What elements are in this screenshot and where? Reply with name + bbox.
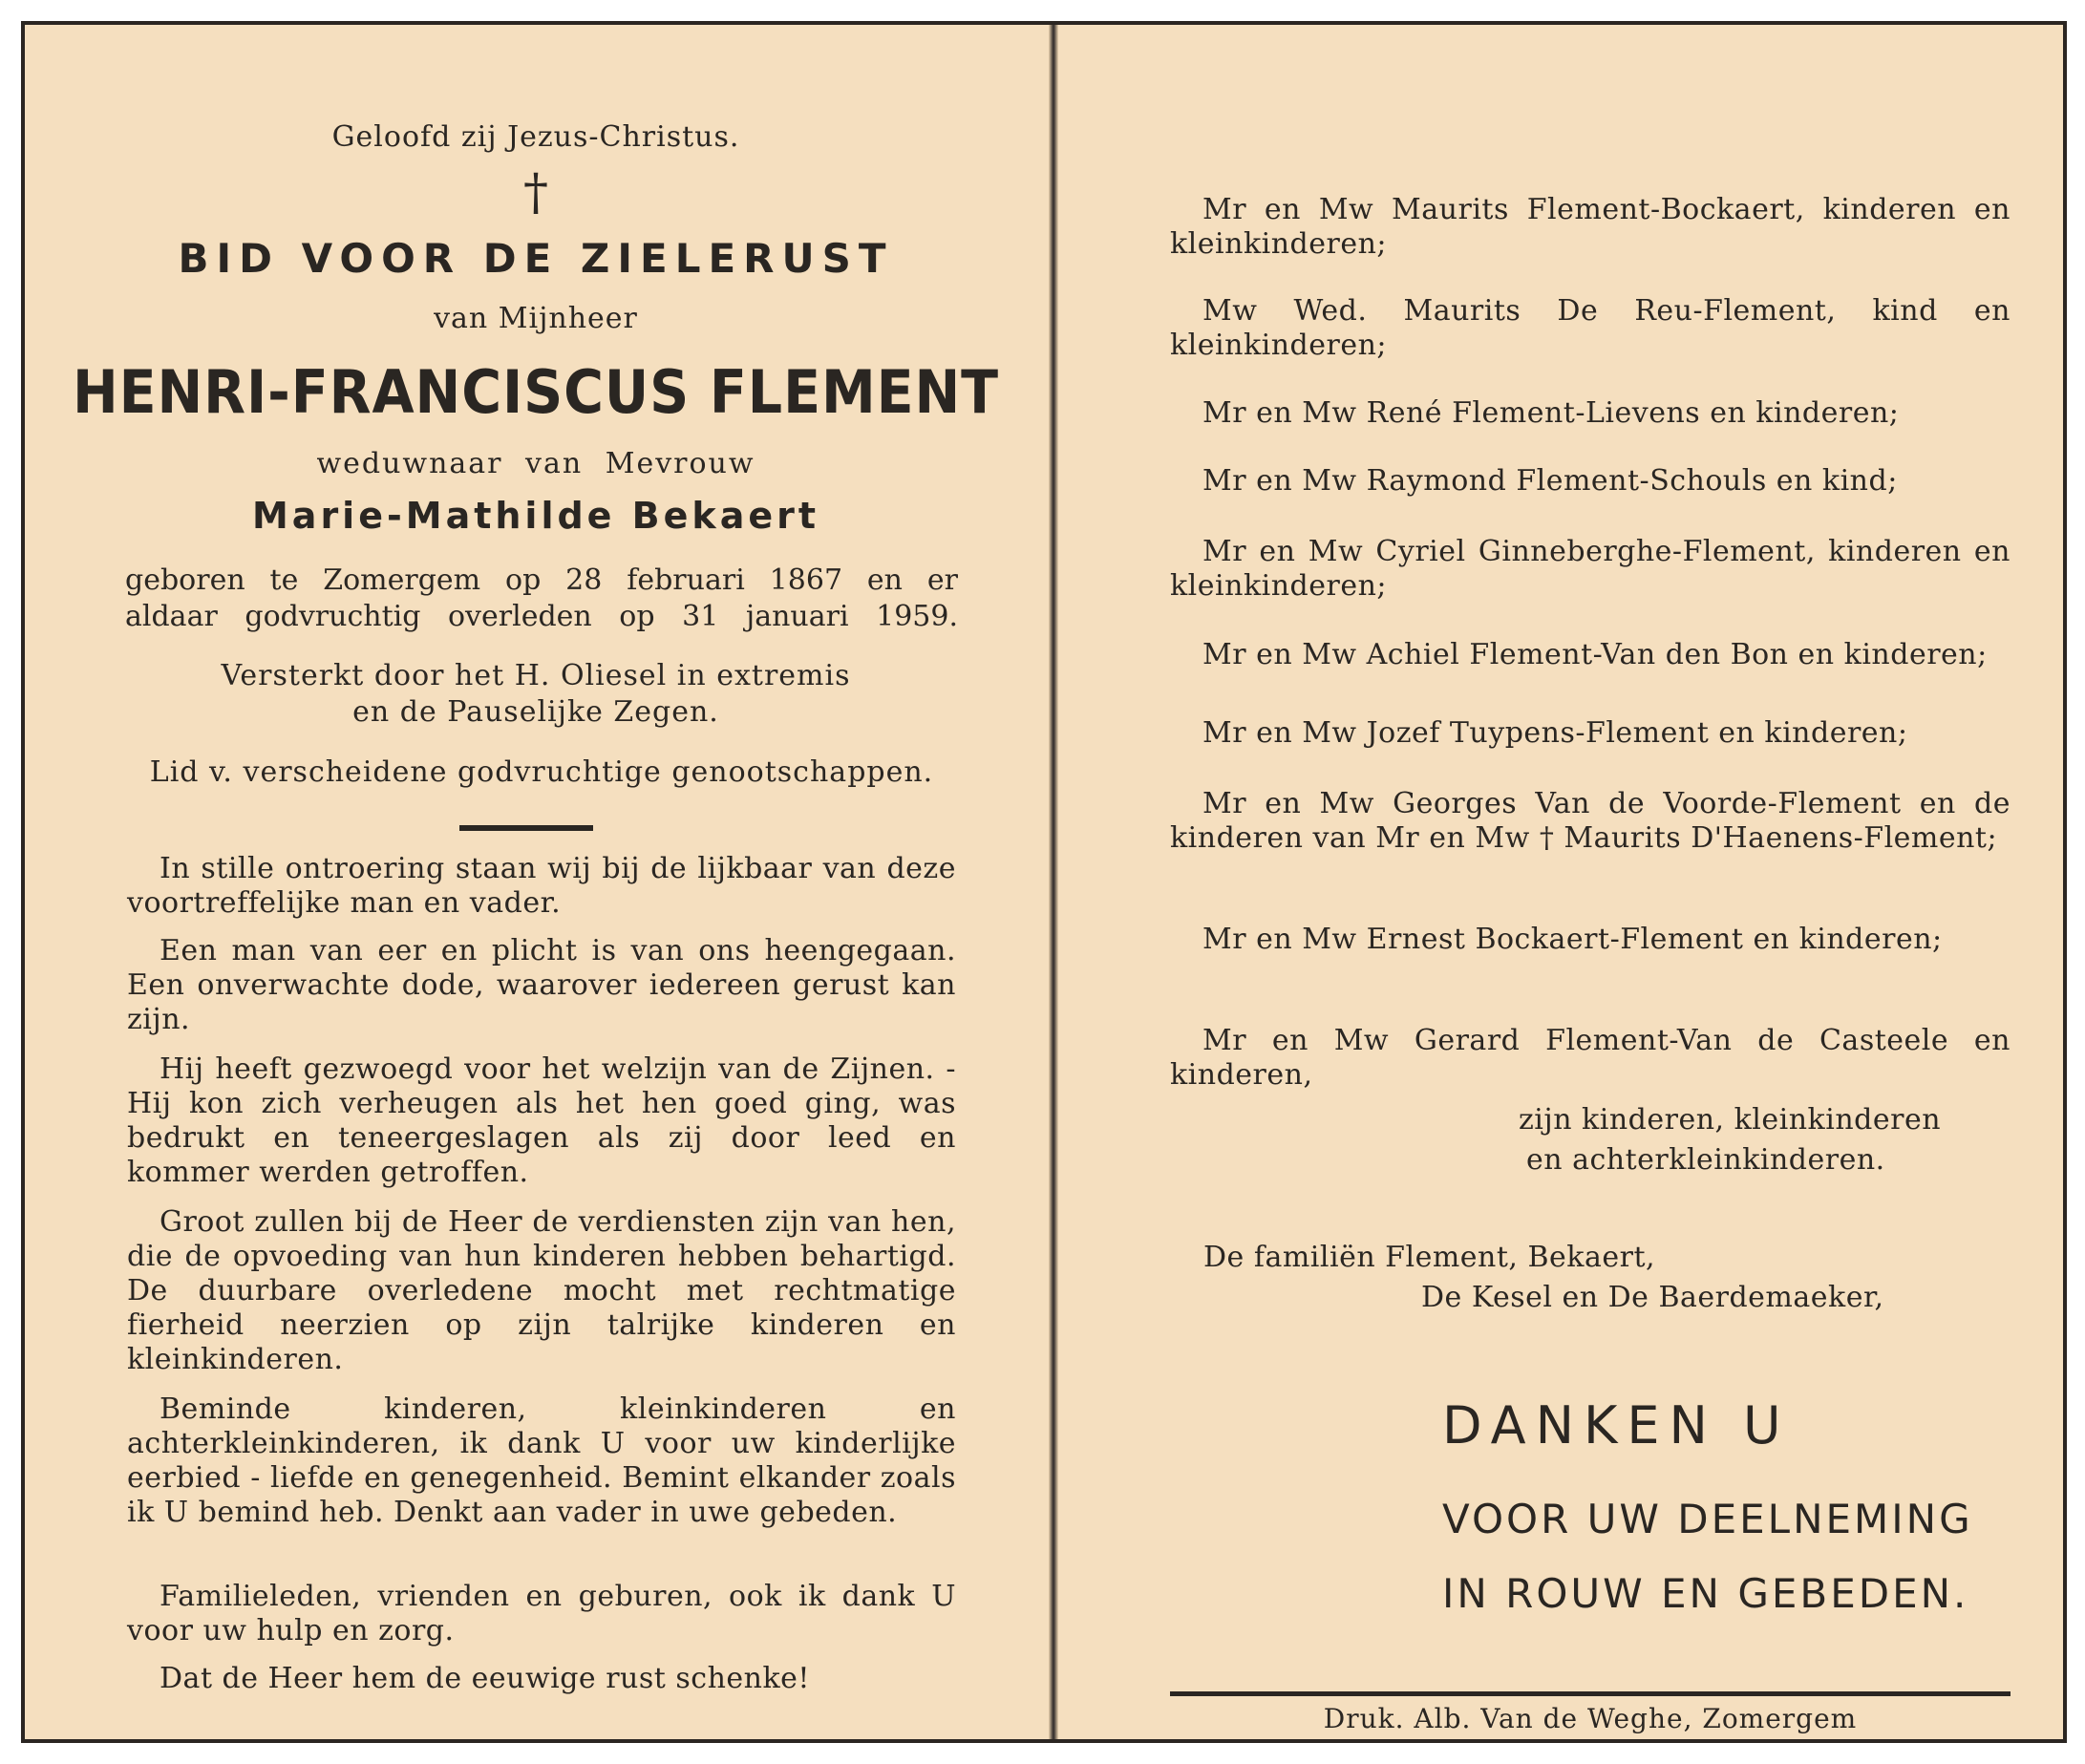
descendants-signoff [1519, 1100, 2011, 1180]
signoff-line-1: zijn kinderen, kleinkinderen [1519, 1103, 1942, 1137]
family-entry-text: Mr en Mw Achiel Flement-Van den Bon en kinderen; [1202, 638, 1988, 671]
paragraph-1 [127, 852, 956, 921]
praise-line: Geloofd zij Jezus-Christus. [331, 120, 740, 154]
family-entry-text: Mw Wed. Maurits De Reu-Flement, kind en kleinkinderen; [1170, 294, 2011, 362]
death-line: aldaar godvruchtig overleden op 31 januari 1959. [125, 600, 958, 633]
paragraph-text: Dat de Heer hem de eeuwige rust schenke! [160, 1662, 810, 1695]
family-entry-text: Mr en Mw Gerard Flement-Van de Casteele en kinderen, [1170, 1024, 2011, 1092]
family-entry [1170, 1024, 2011, 1093]
paragraph-text: Groot zullen bij de Heer de verdiensten zijn van hen, die de opvoeding van hun kinderen hebben behartigd. De duurbare overledene mocht met rechtmatige fierheid neerzien op zijn talrijke kinderen en kleinkinderen. [127, 1205, 956, 1376]
family-entry-text: Mr en Mw Ernest Bockaert-Flement en kinderen; [1202, 923, 1943, 956]
family-entry [1170, 535, 2011, 604]
family-entry [1170, 464, 2011, 499]
paragraph-4 [127, 1205, 956, 1377]
van-mijnheer: van Mijnheer [434, 302, 638, 335]
family-entry-text: Mr en Mw Georges Van de Voorde-Flement en de kinderen van Mr en Mw † Maurits D'Haenens-Flement; [1170, 787, 2011, 855]
family-entry [1170, 923, 2011, 957]
deceased-name: HENRI-FRANCISCUS FLEMENT [72, 357, 1000, 427]
paragraph-6 [127, 1580, 956, 1648]
family-entry-text: Mr en Mw Cyriel Ginneberghe-Flement, kinderen en kleinkinderen; [1170, 535, 2011, 603]
family-entry-text: Mr en Mw Maurits Flement-Bockaert, kinderen en kleinkinderen; [1170, 193, 2011, 261]
paragraph-3 [127, 1052, 956, 1190]
paragraph-text: Een man van eer en plicht is van ons heengegaan. Een onverwachte dode, waarover iedereen gerust kan zijn. [127, 934, 956, 1036]
paragraph-7 [127, 1662, 956, 1696]
birth-death-text [125, 563, 958, 635]
paragraph-2 [127, 934, 956, 1037]
thanks-line-2: IN ROUW EN GEBEDEN. [1442, 1570, 1969, 1617]
printer-credit: Druk. Alb. Van de Weghe, Zomergem [1323, 1703, 1858, 1734]
paragraph-text: Familieleden, vrienden en geburen, ook ik dank U voor uw hulp en zorg. [127, 1580, 956, 1647]
families-line-2: De Kesel en De Baerdemaeker, [1421, 1281, 1884, 1314]
thanks-line-1: VOOR UW DEELNEMING [1442, 1496, 1973, 1542]
family-entry [1170, 787, 2011, 856]
sacraments-line-2: en de Pauselijke Zegen. [352, 695, 719, 729]
family-entry [1170, 294, 2011, 363]
footer-rule [1170, 1691, 2011, 1696]
family-entry [1170, 716, 2011, 751]
membership-line: Lid v. verscheidene godvruchtige genootschappen. [149, 755, 934, 789]
left-page [25, 25, 1047, 1739]
card-fold [1049, 25, 1058, 1739]
sacraments-line-1: Versterkt door het H. Oliesel in extremis [221, 659, 851, 692]
paragraph-text: In stille ontroering staan wij bij de lijkbaar van deze voortreffelijke man en vader. [127, 852, 956, 920]
family-entry-text: Mr en Mw René Flement-Lievens en kinderen; [1202, 396, 1900, 430]
paragraph-5 [127, 1392, 956, 1530]
widower-line: weduwnaar van Mevrouw [316, 447, 755, 480]
family-entry-text: Mr en Mw Raymond Flement-Schouls en kind; [1202, 464, 1898, 498]
divider [459, 825, 593, 831]
birth-line: geboren te Zomergem op 28 februari 1867 en er [125, 563, 958, 597]
families-line-1: De familiën Flement, Bekaert, [1203, 1241, 1656, 1274]
right-page [1060, 25, 2067, 1739]
prayer-heading: BID VOOR DE ZIELERUST [178, 235, 894, 282]
families-signoff [1203, 1238, 2011, 1318]
family-entry [1170, 396, 2011, 431]
family-entry [1170, 193, 2011, 262]
paragraph-text: Beminde kinderen, kleinkinderen en achterkleinkinderen, ik dank U voor uw kinderlijke eerbied - liefde en genegenheid. Bemint elkander zoals ik U bemind heb. Denkt aan vader in uwe gebeden. [127, 1392, 956, 1529]
paragraph-text: Hij heeft gezwoegd voor het welzijn van de Zijnen. - Hij kon zich verheugen als het hen goed ging, was bedrukt en teneergeslagen als zij door leed en kommer werden getroffen. [127, 1052, 956, 1189]
memorial-card [21, 21, 2067, 1743]
family-entry-text: Mr en Mw Jozef Tuypens-Flement en kinderen; [1202, 716, 1908, 750]
sacraments-text [25, 658, 1047, 731]
family-entry [1170, 638, 2011, 672]
cross-icon: † [523, 164, 548, 222]
signoff-line-2: en achterkleinkinderen. [1526, 1143, 1885, 1177]
danken-heading: DANKEN U [1442, 1395, 1791, 1456]
wife-name: Marie-Mathilde Bekaert [251, 495, 820, 537]
